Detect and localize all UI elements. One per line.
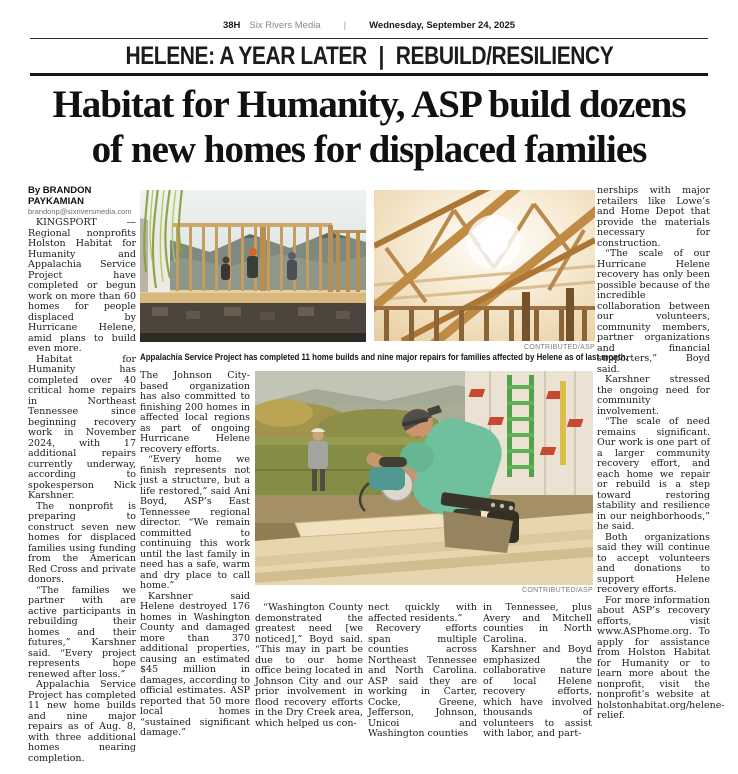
photo-house-framing [140, 190, 366, 342]
article-paragraph: The Johnson City-based organization has also committed to finishing 200 homes in affected local regions as part of ongoing Hurricane Helene recovery efforts. [140, 370, 250, 455]
article-paragraph: “Every home we finish represents not just a structure, but a life restored,” said Ani Boyd, ASP’s East Tennessee regional director. “We remain committed to continuing this work until the last family in need has a safe, warm and dry place to call home.” [140, 454, 250, 591]
banner-title-left: HELENE: A YEAR LATER [125, 41, 367, 70]
article-column-1 [28, 218, 136, 764]
article-paragraph: in Tennessee, plus Avery and Mitchell counties in North Carolina. [483, 602, 592, 645]
article-paragraph: “Washington County demonstrated the greatest need [we noticed],” Boyd said. “This may in part be due to our home office being located in Johnson City and our prior involvement in flood recovery efforts in the Dry Creek area, which helped us con- [255, 602, 363, 729]
article-paragraph: nerships with major retailers like Lowe’s and Home Depot that provide the materials necessary for construction. [597, 185, 710, 249]
article-paragraph: Karshner and Boyd emphasized the collaborative nature of local Helene recovery efforts, which have involved thousands of volunteers to assist with labor, and part- [483, 644, 592, 739]
article-paragraph: The nonprofit is preparing to construct seven new homes for displaced families using funding from the American Red Cross and private donors. [28, 500, 136, 585]
article-paragraph: Both organizations said they will continue to accept volunteers and donations to support Helene recovery efforts. [597, 531, 710, 595]
banner-divider: | [378, 41, 384, 70]
masthead [0, 20, 738, 31]
article-column-4 [368, 603, 477, 740]
photo-credit-top: CONTRIBUTED/ASP [523, 344, 595, 351]
article-paragraph: KINGSPORT — Regional nonprofits Holston Habitat for Humanity and Appalachia Service Project have completed or begun work on more than 60 homes for people displaced by Hurricane Helene, amid plans to build even more. [28, 217, 136, 354]
photo-roof-trusses [374, 190, 595, 341]
article-paragraph: “The families we partner with are active participants in rebuilding their homes and their futures,” Karshner said. “Every project represents hope renewed after loss.” [28, 584, 136, 680]
masthead-publication: Six Rivers Media [249, 20, 321, 31]
article-paragraph: Recovery efforts span multiple counties across Northeast Tennessee and North Carolina. ASP said they are working in Carter, Cocke, Greene, Jefferson, Johnson, Unicoi and Washington counties [368, 623, 477, 739]
banner-title-right: REBUILD/RESILIENCY [395, 41, 613, 70]
masthead-separator: | [343, 20, 347, 31]
byline-email: brandonp@sixriversmedia.com [28, 207, 132, 216]
headline-line1: Habitat for Humanity, ASP build dozens [52, 83, 686, 126]
section-banner [0, 41, 738, 71]
photo-caption: Appalachia Service Project has completed 11 home builds and nine major repairs for families affected by Helene as of last month. [140, 352, 628, 362]
photo-credit-main: CONTRIBUTED/ASP [521, 587, 593, 594]
masthead-page-number: 38H [222, 20, 241, 31]
banner-rule [30, 73, 708, 76]
headline [0, 82, 738, 172]
headline-line2: of new homes for displaced families [91, 128, 647, 171]
article-paragraph: For more information about ASP’s recovery efforts, visit www.ASPhome.org. To apply for assistance from Holston Habitat for Humanity or to learn more about the nonprofit, visit the nonprofit’s website at holstonhabitat.org/helene-relief. [597, 594, 725, 721]
article-paragraph: Appalachia Service Project has completed 11 new home builds and nine major repairs as of Aug. 8, with three additional homes nearing completion. [28, 679, 136, 764]
masthead-date: Wednesday, September 24, 2025 [369, 20, 516, 31]
article-paragraph: “The scale of our Hurricane Helene recovery has only been possible because of the incredible collaboration between our volunteers, community members, partner organizations and financial supporters,” Boyd said. [597, 248, 710, 375]
masthead-rule [30, 38, 708, 39]
photo-volunteer-sawing [255, 371, 593, 585]
article-paragraph: Karshner said Helene destroyed 176 homes in Washington County and damaged more than 370 additional properties, causing an estimated $45 million in damages, according to official estimates. ASP reported that 50 more local homes “sustained significant damage.” [140, 590, 250, 738]
article-column-5 [483, 603, 592, 740]
byline-author: By BRANDON PAYKAMIAN [28, 185, 92, 207]
article-column-2 [140, 371, 250, 739]
article-column-3 [255, 603, 363, 729]
article-paragraph: nect quickly with affected residents.” [368, 602, 477, 624]
article-paragraph: Habitat for Humanity has completed over 40 critical home repairs in Northeast Tennessee since beginning recovery work in November 2024, with 17 additional repairs currently underway, according to spokesperson Nick Karshner. [28, 353, 136, 501]
byline [28, 185, 138, 216]
article-paragraph: Karshner stressed the ongoing need for community involvement. [597, 374, 710, 417]
article-paragraph: “The scale of need remains significant. Our work is one part of a larger community recovery effort, and each home we repair or rebuild is a step toward restoring stability and resilience in our neighborhoods,” he said. [597, 416, 710, 532]
article-column-6 [597, 185, 725, 722]
